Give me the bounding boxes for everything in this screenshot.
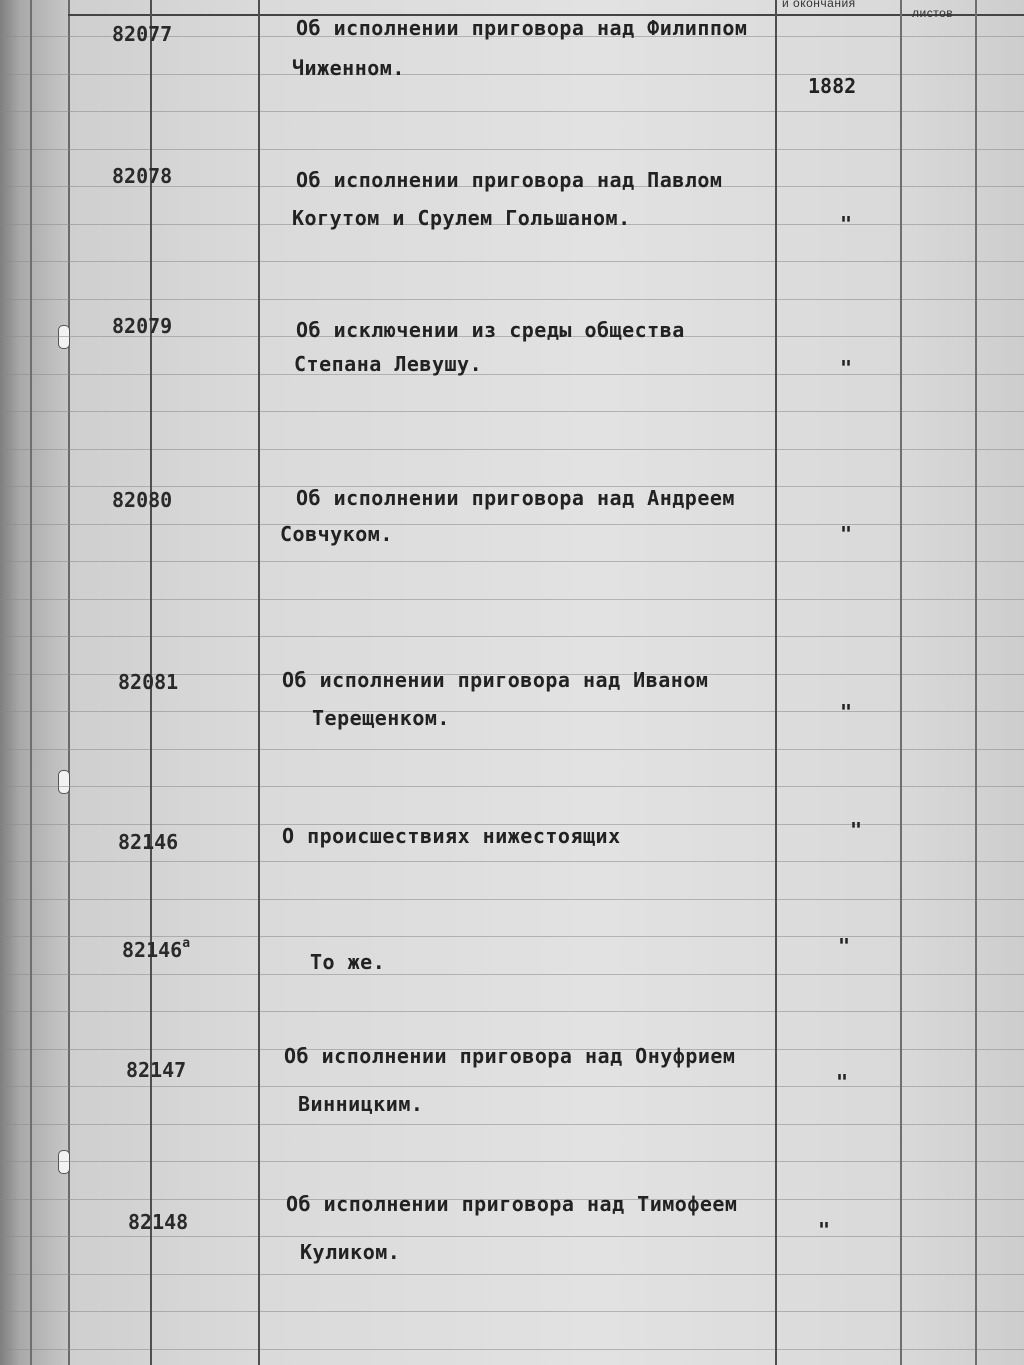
- case-number: 82148: [128, 1210, 189, 1234]
- ruled-line: [0, 524, 1024, 525]
- case-title-line2: Чиженном.: [292, 56, 405, 80]
- ditto-mark: ": [840, 700, 853, 724]
- ruled-line: [0, 299, 1024, 300]
- case-number: 82146: [118, 830, 179, 854]
- ruled-line: [0, 974, 1024, 975]
- ruled-line: [0, 74, 1024, 75]
- ruled-line: [0, 1011, 1024, 1012]
- ditto-mark: ": [818, 1218, 831, 1242]
- case-title-line1: Об исполнении приговора над Тимофеем: [286, 1192, 738, 1216]
- case-title-line1: Об исполнении приговора над Филиппом: [296, 16, 748, 40]
- binding-ring: [58, 325, 70, 349]
- ditto-mark: ": [840, 212, 853, 236]
- ditto-mark: ": [850, 818, 863, 842]
- column-line-dates: [775, 0, 777, 1365]
- ruled-line: [0, 1161, 1024, 1162]
- ditto-mark: ": [838, 934, 851, 958]
- case-title-line2: Когутом и Срулем Гольшаном.: [292, 206, 631, 230]
- column-line-title: [258, 0, 260, 1365]
- case-title-line1: Об исполнении приговора над Иваном: [282, 668, 709, 692]
- ruled-line: [0, 1274, 1024, 1275]
- ruled-line: [0, 786, 1024, 787]
- ruled-line: [0, 711, 1024, 712]
- ruled-line: [0, 374, 1024, 375]
- ruled-line: [0, 749, 1024, 750]
- case-title-line1: Об исполнении приговора над Андреем: [296, 486, 735, 510]
- ruled-line: [0, 599, 1024, 600]
- header-dates: и окончания: [782, 0, 856, 10]
- binding-ring: [58, 1150, 70, 1174]
- ditto-mark: ": [836, 1070, 849, 1094]
- ruled-line: [0, 561, 1024, 562]
- case-number: 82080: [112, 488, 173, 512]
- case-title-line1: Об исключении из среды общества: [296, 318, 685, 342]
- case-number: 82081: [118, 670, 179, 694]
- case-title-line2: Куликом.: [300, 1240, 401, 1264]
- case-number: 82078: [112, 164, 173, 188]
- case-title-line2: Терещенком.: [312, 706, 450, 730]
- case-number: $82146^а$: [122, 936, 191, 962]
- ruled-line: [0, 411, 1024, 412]
- ditto-mark: ": [840, 356, 853, 380]
- case-title-line1: То же.: [310, 950, 386, 974]
- ruled-line: [0, 1086, 1024, 1087]
- column-line: [30, 0, 32, 1365]
- ruled-line: [0, 1349, 1024, 1350]
- ruled-line: [0, 1236, 1024, 1237]
- column-line-sheets: [900, 0, 902, 1365]
- ruled-line: [0, 861, 1024, 862]
- case-number: 82077: [112, 22, 173, 46]
- ditto-mark: ": [840, 522, 853, 546]
- case-title-line2: Винницким.: [298, 1092, 424, 1116]
- case-number: 82147: [126, 1058, 187, 1082]
- ruled-line: [0, 261, 1024, 262]
- header-sheets: листов: [912, 6, 954, 20]
- case-title-line1: Об исполнении приговора над Павлом: [296, 168, 723, 192]
- ruled-line: [0, 111, 1024, 112]
- ruled-line: [0, 1124, 1024, 1125]
- case-title-line2: Степана Левушу.: [294, 352, 483, 376]
- column-line-notes: [975, 0, 977, 1365]
- ruled-line: [0, 1311, 1024, 1312]
- binding-ring: [58, 770, 70, 794]
- case-title-line1: Об исполнении приговора над Онуфрием: [284, 1044, 736, 1068]
- case-year: 1882: [808, 74, 857, 98]
- ruled-line: [0, 899, 1024, 900]
- ruled-line: [0, 449, 1024, 450]
- case-title-line1: О происшествиях нижестоящих: [282, 824, 621, 848]
- ruled-line: [0, 636, 1024, 637]
- case-title-line2: Совчуком.: [280, 522, 393, 546]
- case-number: 82079: [112, 314, 173, 338]
- ruled-line: [0, 149, 1024, 150]
